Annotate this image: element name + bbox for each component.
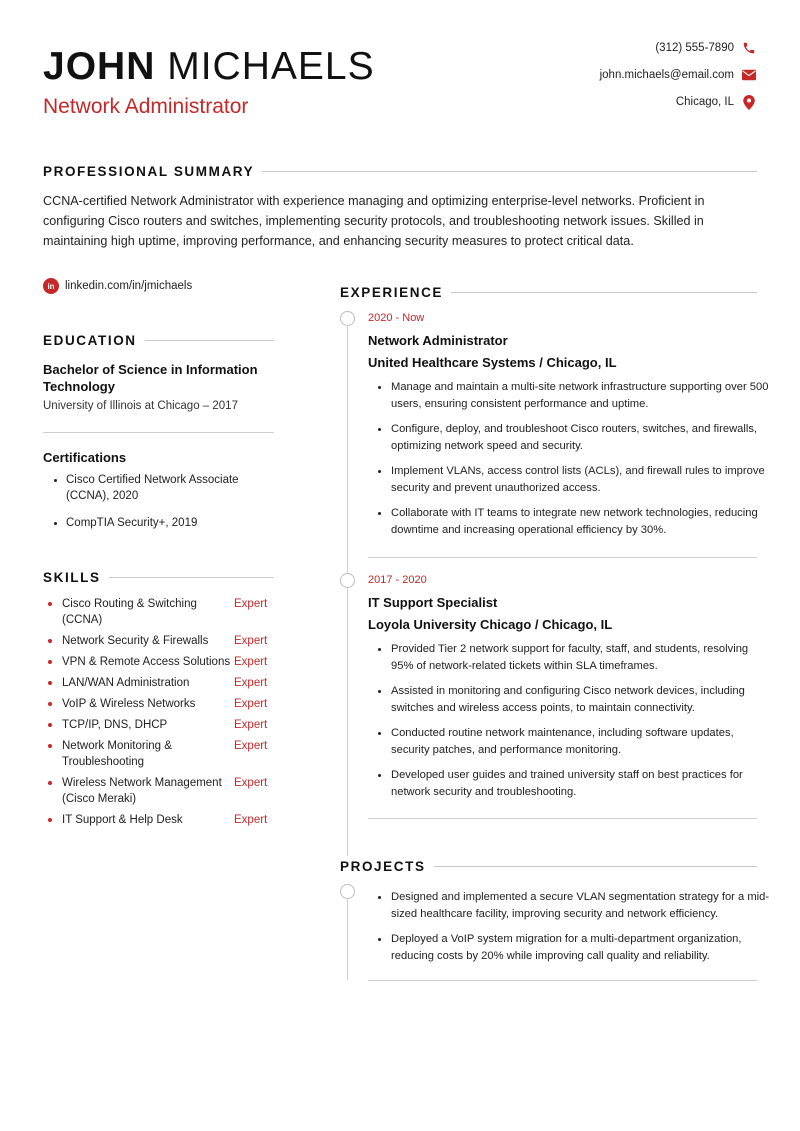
job-title: Network Administrator (368, 333, 508, 348)
experience-heading (340, 285, 757, 300)
project-bullet: Deployed a VoIP system migration for a multi-department organization, reducing costs by 20% while improving call quality and reliability. (378, 931, 770, 964)
job-bullet: Developed user guides and trained university staff on best practices for network security and troubleshooting. (378, 767, 770, 800)
projects-heading (340, 859, 757, 874)
job-title-heading: Network Administrator (43, 95, 249, 118)
certifications-list (52, 472, 284, 542)
project-bullet: Designed and implemented a secure VLAN segmentation strategy for a mid-sized healthcare facility, improving security and network efficiency. (378, 889, 770, 922)
skill-level: Expert (234, 777, 268, 789)
skill-item (43, 696, 278, 712)
timeline-dot (340, 573, 355, 588)
certification-item: Cisco Certified Network Associate (CCNA), 2020 (52, 472, 284, 504)
bullet-dot (48, 702, 52, 706)
skill-name: Cisco Routing & Switching (CCNA) (62, 598, 197, 626)
skill-level: Expert (234, 698, 268, 710)
project-bullets (378, 889, 770, 973)
experience-heading-text: EXPERIENCE (340, 285, 444, 300)
skill-level: Expert (234, 814, 268, 826)
job-bullet: Conducted routine network maintenance, including software updates, security patches, and performance monitoring. (378, 725, 770, 758)
certifications-heading: Certifications (43, 450, 127, 465)
skill-level: Expert (234, 677, 268, 689)
skill-name: Wireless Network Management (Cisco Meraki) (62, 777, 222, 805)
divider (109, 577, 274, 578)
bullet-dot (48, 723, 52, 727)
skill-item (43, 654, 278, 670)
email-icon (742, 68, 756, 82)
projects-timeline (347, 898, 348, 980)
location-text: Chicago, IL (675, 96, 734, 108)
divider (434, 866, 757, 867)
education-school: University of Illinois at Chicago – 2017 (43, 400, 238, 412)
skill-item (43, 633, 278, 649)
skills-heading (43, 570, 274, 585)
bullet-dot (48, 744, 52, 748)
linkedin-text[interactable]: linkedin.com/in/jmichaels (65, 280, 193, 292)
skill-level: Expert (234, 635, 268, 647)
divider (368, 818, 757, 819)
divider (368, 557, 757, 558)
phone-icon (742, 41, 756, 55)
job-bullet: Collaborate with IT teams to integrate new network technologies, reducing downtime and increasing operational efficiency by 30%. (378, 505, 770, 538)
divider (43, 432, 274, 433)
skill-level: Expert (234, 740, 268, 752)
skill-level: Expert (234, 598, 268, 610)
contact-email (456, 68, 756, 82)
skill-level: Expert (234, 656, 268, 668)
skill-name: TCP/IP, DNS, DHCP (62, 719, 168, 731)
summary-heading-text: PROFESSIONAL SUMMARY (43, 164, 255, 179)
skill-name: LAN/WAN Administration (62, 677, 190, 689)
skill-name: VoIP & Wireless Networks (62, 698, 196, 710)
bullet-dot (48, 781, 52, 785)
education-heading (43, 333, 274, 348)
linkedin-link[interactable] (43, 278, 192, 294)
candidate-name (43, 44, 375, 90)
phone-text: (312) 555-7890 (655, 42, 734, 54)
timeline-dot (340, 884, 355, 899)
skill-name: VPN & Remote Access Solutions (62, 656, 231, 668)
divider (145, 340, 274, 341)
job-bullets (378, 641, 770, 809)
skill-level: Expert (234, 719, 268, 731)
job-bullet: Manage and maintain a multi-site network infrastructure supporting over 500 users, ensuring consistent performance and uptime. (378, 379, 770, 412)
bullet-dot (48, 639, 52, 643)
job-bullet: Provided Tier 2 network support for faculty, staff, and students, resolving 95% of network-related tickets within SLA timeframes. (378, 641, 770, 674)
location-pin-icon (742, 95, 756, 109)
skills-heading-text: SKILLS (43, 570, 101, 585)
first-name: JOHN (43, 45, 156, 88)
experience-timeline (347, 326, 348, 856)
skill-item (43, 775, 278, 807)
education-degree: Bachelor of Science in Information Technology (43, 362, 258, 394)
skill-item (43, 738, 278, 770)
skill-item (43, 812, 278, 828)
divider (368, 980, 757, 981)
last-name: MICHAELS (167, 45, 375, 88)
timeline-dot (340, 311, 355, 326)
summary-heading (43, 164, 757, 179)
job-organization: United Healthcare Systems / Chicago, IL (368, 355, 617, 370)
bullet-dot (48, 660, 52, 664)
job-title: IT Support Specialist (368, 595, 498, 610)
email-text[interactable]: john.michaels@email.com (599, 69, 734, 81)
summary-text: CCNA-certified Network Administrator with experience managing and optimizing enterprise-level networks. Proficient in configuring Cisco routers and switches, implementing security protocols, and troubleshooting network issues. Skilled in maintaining high uptime, improving performance, and enhancing security measures to protect critical data. (43, 194, 705, 248)
skill-name: IT Support & Help Desk (62, 814, 183, 826)
contact-location (456, 95, 756, 109)
projects-heading-text: PROJECTS (340, 859, 426, 874)
bullet-dot (48, 602, 52, 606)
bullet-dot (48, 681, 52, 685)
job-bullets (378, 379, 770, 547)
skill-name: Network Security & Firewalls (62, 635, 209, 647)
divider (451, 292, 757, 293)
skills-list (43, 596, 278, 828)
contact-phone (456, 41, 756, 55)
job-date: 2020 - Now (368, 312, 425, 324)
skill-name: Network Monitoring & Troubleshooting (62, 740, 172, 768)
job-bullet: Assisted in monitoring and configuring Cisco network devices, including switches and wireless access points, to maintain connectivity. (378, 683, 770, 716)
job-date: 2017 - 2020 (368, 574, 427, 586)
job-bullet: Configure, deploy, and troubleshoot Cisco routers, switches, and firewalls, optimizing network speed and security. (378, 421, 770, 454)
bullet-dot (48, 818, 52, 822)
skill-item (43, 675, 278, 691)
education-heading-text: EDUCATION (43, 333, 137, 348)
linkedin-icon: in (43, 278, 59, 294)
divider (262, 171, 757, 172)
job-bullet: Implement VLANs, access control lists (ACLs), and firewall rules to improve security and prevent unauthorized access. (378, 463, 770, 496)
skill-item (43, 717, 278, 733)
job-organization: Loyola University Chicago / Chicago, IL (368, 617, 613, 632)
certification-item: CompTIA Security+, 2019 (52, 515, 284, 531)
skill-item (43, 596, 278, 628)
